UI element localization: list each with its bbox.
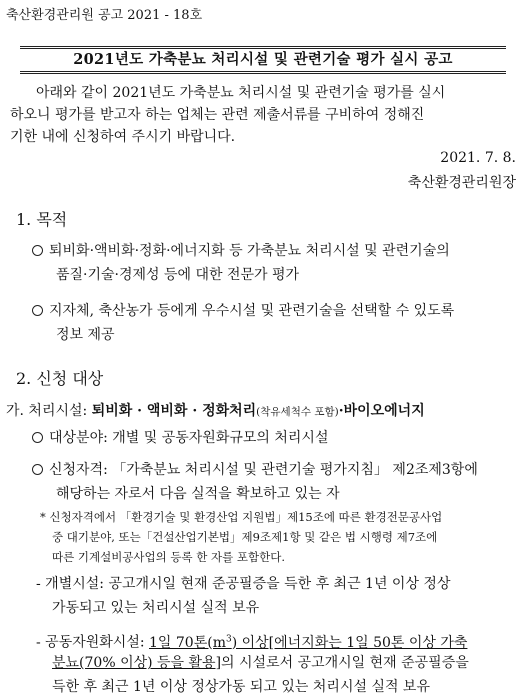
- individual-facility-cont: 가동되고 있는 처리시설 실적 보유: [52, 600, 260, 616]
- individual-facility-line: - 개별시설: 공고개시일 현재 준공필증을 득한 후 최근 1년 이상 정상: [36, 576, 451, 592]
- purpose-bullet-2: 지자체, 축산농가 등에게 우수시설 및 관련기술을 선택할 수 있도록: [32, 299, 454, 323]
- eligibility-note-2: 중 대기분야, 또는「건설산업기본법」제9조제1항 및 같은 법 시행령 제7조에: [52, 530, 438, 544]
- intro-line-3: 기한 내에 신청하여 주시기 바랍니다.: [10, 129, 236, 145]
- section-2-heading: 2. 신청 대상: [16, 369, 104, 388]
- issuer-name: 축산환경관리원장: [407, 175, 516, 191]
- joint-facility-cont-2: 득한 후 최근 1년 이상 정상가동 되고 있는 처리시설 실적 보유: [52, 679, 430, 695]
- circle-bullet-icon: [32, 305, 43, 316]
- joint-facility-cont-1: 분뇨(70% 이상) 등을 활용]의 시설로서 공고개시일 현재 준공필증을: [52, 655, 469, 671]
- circle-bullet-icon: [32, 432, 43, 443]
- purpose-bullet-1: 퇴비화·액비화·정화·에너지화 등 가축분뇨 처리시설 및 관련기술의: [32, 239, 450, 263]
- eligibility-bullet-cont: 해당하는 자로서 다음 실적을 확보하고 있는 자: [56, 486, 340, 502]
- purpose-bullet-2-cont: 정보 제공: [56, 327, 115, 343]
- notice-number: 축산환경관리원 공고 2021 - 18호: [6, 8, 203, 23]
- eligibility-bullet: 신청자격: 「가축분뇨 처리시설 및 관련기술 평가지침」 제2조제3항에: [32, 458, 478, 482]
- purpose-bullet-1-cont: 품질·기술·경제성 등에 대한 전문가 평가: [56, 267, 300, 283]
- joint-facility-line: - 공동자원화시설: 1일 70톤$(m^3)$ 이상[에너지화는 1일 50톤 이상 가축: [36, 634, 468, 651]
- circle-bullet-icon: [32, 245, 43, 256]
- section-1-heading: 1. 목적: [16, 210, 68, 229]
- circle-bullet-icon: [32, 464, 43, 475]
- target-field-bullet: 대상분야: 개별 및 공동자원화규모의 처리시설: [32, 426, 328, 450]
- facility-type-line: 가. 처리시설: 퇴비화 · 액비화 · 정화처리(착유세척수 포함)·바이오에너지: [6, 403, 425, 419]
- notice-title: 2021년도 가축분뇨 처리시설 및 관련기술 평가 실시 공고: [20, 46, 506, 74]
- eligibility-note-1: * 신청자격에서 「환경기술 및 환경산업 지원법」제15조에 따른 환경전문공사업: [40, 510, 443, 524]
- eligibility-note-3: 따른 기계설비공사업의 등록 한 자를 포함한다.: [52, 550, 286, 564]
- notice-date: 2021. 7. 8.: [440, 150, 516, 166]
- intro-line-2: 하오니 평가를 받고자 하는 업체는 관련 제출서류를 구비하여 정해진: [10, 107, 425, 123]
- intro-line-1: 아래와 같이 2021년도 가축분뇨 처리시설 및 관련기술 평가를 실시: [36, 85, 446, 101]
